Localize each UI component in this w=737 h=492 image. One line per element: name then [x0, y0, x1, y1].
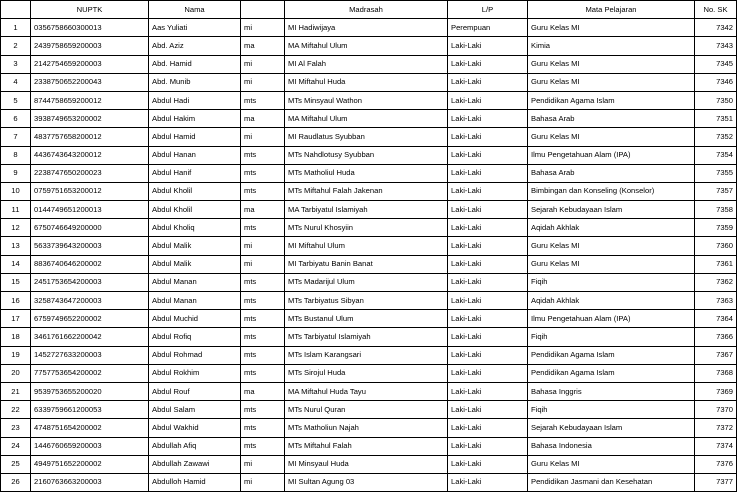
row-number: 25 [1, 455, 31, 473]
gender-cell: Laki-Laki [448, 146, 528, 164]
nama-cell: Abdullah Afiq [149, 437, 241, 455]
level-cell: mts [241, 346, 285, 364]
madrasah-cell: MTs Nahdlotusy Syubban [285, 146, 448, 164]
gender-cell: Laki-Laki [448, 382, 528, 400]
table-row [1, 110, 737, 128]
mapel-cell: Pendidikan Agama Islam [528, 364, 695, 382]
level-cell: mts [241, 219, 285, 237]
nosk-cell: 7355 [695, 164, 737, 182]
mapel-cell: Guru Kelas MI [528, 55, 695, 73]
row-number: 13 [1, 237, 31, 255]
nama-cell: Abdul Kholil [149, 182, 241, 200]
level-cell: mi [241, 473, 285, 491]
mapel-cell: Bahasa Inggris [528, 382, 695, 400]
table-row [1, 219, 737, 237]
nama-cell: Abdul Rokhim [149, 364, 241, 382]
row-number: 18 [1, 328, 31, 346]
table-row [1, 37, 737, 55]
table-row [1, 310, 737, 328]
nuptk-cell: 3258743647200003 [31, 292, 149, 310]
mapel-cell: Fiqih [528, 401, 695, 419]
nuptk-cell: 4949751652200002 [31, 455, 149, 473]
nama-cell: Abdul Hanan [149, 146, 241, 164]
table-row [1, 455, 737, 473]
nuptk-cell: 6759749652200002 [31, 310, 149, 328]
gender-cell: Laki-Laki [448, 310, 528, 328]
level-cell: mi [241, 128, 285, 146]
nosk-cell: 7359 [695, 219, 737, 237]
col-header-no [1, 1, 31, 19]
madrasah-cell: MI Tarbiyatu Banin Banat [285, 255, 448, 273]
nuptk-cell: 4748751654200002 [31, 419, 149, 437]
madrasah-cell: MTs Matholiun Najah [285, 419, 448, 437]
table-row [1, 19, 737, 37]
nosk-cell: 7350 [695, 91, 737, 109]
gender-cell: Laki-Laki [448, 292, 528, 310]
row-number: 19 [1, 346, 31, 364]
mapel-cell: Ilmu Pengetahuan Alam (IPA) [528, 146, 695, 164]
nosk-cell: 7364 [695, 310, 737, 328]
nuptk-cell: 0144749651200013 [31, 201, 149, 219]
nosk-cell: 7374 [695, 437, 737, 455]
madrasah-cell: MTs Miftahul Falah Jakenan [285, 182, 448, 200]
madrasah-cell: MTs Matholiul Huda [285, 164, 448, 182]
row-number: 10 [1, 182, 31, 200]
row-number: 24 [1, 437, 31, 455]
mapel-cell: Guru Kelas MI [528, 73, 695, 91]
mapel-cell: Pendidikan Agama Islam [528, 346, 695, 364]
table-row [1, 401, 737, 419]
level-cell: mts [241, 419, 285, 437]
gender-cell: Laki-Laki [448, 237, 528, 255]
nuptk-cell: 6750746649200000 [31, 219, 149, 237]
madrasah-cell: MI Raudlatus Syubban [285, 128, 448, 146]
level-cell: mts [241, 310, 285, 328]
level-cell: mts [241, 164, 285, 182]
nama-cell: Abd. Aziz [149, 37, 241, 55]
table-row [1, 164, 737, 182]
mapel-cell: Sejarah Kebudayaan Islam [528, 201, 695, 219]
mapel-cell: Bimbingan dan Konseling (Konselor) [528, 182, 695, 200]
gender-cell: Laki-Laki [448, 110, 528, 128]
madrasah-cell: MTs Nurul Quran [285, 401, 448, 419]
nosk-cell: 7367 [695, 346, 737, 364]
table-row [1, 273, 737, 291]
mapel-cell: Bahasa Arab [528, 110, 695, 128]
madrasah-cell: MI Miftahul Ulum [285, 237, 448, 255]
level-cell: mi [241, 255, 285, 273]
level-cell: ma [241, 110, 285, 128]
table-row [1, 382, 737, 400]
mapel-cell: Pendidikan Jasmani dan Kesehatan [528, 473, 695, 491]
nosk-cell: 7357 [695, 182, 737, 200]
gender-cell: Laki-Laki [448, 455, 528, 473]
row-number: 1 [1, 19, 31, 37]
gender-cell: Laki-Laki [448, 346, 528, 364]
table-row [1, 91, 737, 109]
nuptk-cell: 0759751653200012 [31, 182, 149, 200]
nama-cell: Abdul Hamid [149, 128, 241, 146]
nosk-cell: 7366 [695, 328, 737, 346]
madrasah-cell: MI Al Falah [285, 55, 448, 73]
level-cell: ma [241, 201, 285, 219]
nama-cell: Abdul Malik [149, 237, 241, 255]
nuptk-cell: 8744758659200012 [31, 91, 149, 109]
nama-cell: Abdul Muchid [149, 310, 241, 328]
nuptk-cell: 8836740646200002 [31, 255, 149, 273]
mapel-cell: Guru Kelas MI [528, 128, 695, 146]
gender-cell: Laki-Laki [448, 55, 528, 73]
level-cell: mi [241, 237, 285, 255]
level-cell: mts [241, 91, 285, 109]
gender-cell: Laki-Laki [448, 419, 528, 437]
madrasah-cell: MTs Islam Karangsari [285, 346, 448, 364]
mapel-cell: Guru Kelas MI [528, 255, 695, 273]
row-number: 6 [1, 110, 31, 128]
table-row [1, 201, 737, 219]
mapel-cell: Guru Kelas MI [528, 237, 695, 255]
table-row [1, 128, 737, 146]
nosk-cell: 7351 [695, 110, 737, 128]
gender-cell: Laki-Laki [448, 182, 528, 200]
madrasah-cell: MTs Tarbiyatul Islamiyah [285, 328, 448, 346]
col-header-nosk: No. SK [695, 1, 737, 19]
row-number: 5 [1, 91, 31, 109]
madrasah-cell: MI Minsyaul Huda [285, 455, 448, 473]
nuptk-cell: 2451753654200003 [31, 273, 149, 291]
nama-cell: Abdul Hakim [149, 110, 241, 128]
nuptk-cell: 0356758660300013 [31, 19, 149, 37]
level-cell: ma [241, 382, 285, 400]
level-cell: mts [241, 364, 285, 382]
level-cell: ma [241, 37, 285, 55]
table-row [1, 292, 737, 310]
nama-cell: Abd. Hamid [149, 55, 241, 73]
nosk-cell: 7377 [695, 473, 737, 491]
madrasah-cell: MA Miftahul Ulum [285, 110, 448, 128]
nuptk-cell: 6339759661200053 [31, 401, 149, 419]
level-cell: mts [241, 437, 285, 455]
nuptk-cell: 4436743643200012 [31, 146, 149, 164]
col-header-madrasah: Madrasah [285, 1, 448, 19]
nuptk-cell: 1452727633200003 [31, 346, 149, 364]
gender-cell: Laki-Laki [448, 328, 528, 346]
madrasah-cell: MTs Minsyaul Wathon [285, 91, 448, 109]
nosk-cell: 7363 [695, 292, 737, 310]
nosk-cell: 7346 [695, 73, 737, 91]
nosk-cell: 7362 [695, 273, 737, 291]
nuptk-cell: 2238747650200023 [31, 164, 149, 182]
nama-cell: Abdul Rouf [149, 382, 241, 400]
madrasah-cell: MA Miftahul Huda Tayu [285, 382, 448, 400]
row-number: 7 [1, 128, 31, 146]
nuptk-cell: 3938749653200002 [31, 110, 149, 128]
col-header-mapel: Mata Pelajaran [528, 1, 695, 19]
nama-cell: Abdul Manan [149, 273, 241, 291]
nosk-cell: 7369 [695, 382, 737, 400]
row-number: 17 [1, 310, 31, 328]
gender-cell: Laki-Laki [448, 37, 528, 55]
nama-cell: Abdul Hadi [149, 91, 241, 109]
level-cell: mts [241, 328, 285, 346]
mapel-cell: Bahasa Arab [528, 164, 695, 182]
gender-cell: Perempuan [448, 19, 528, 37]
row-number: 4 [1, 73, 31, 91]
gender-cell: Laki-Laki [448, 201, 528, 219]
table-row [1, 146, 737, 164]
level-cell: mi [241, 19, 285, 37]
madrasah-cell: MTs Sirojul Huda [285, 364, 448, 382]
gender-cell: Laki-Laki [448, 473, 528, 491]
level-cell: mts [241, 182, 285, 200]
row-number: 20 [1, 364, 31, 382]
mapel-cell: Fiqih [528, 328, 695, 346]
table-row [1, 419, 737, 437]
gender-cell: Laki-Laki [448, 91, 528, 109]
nuptk-cell: 2439758659200003 [31, 37, 149, 55]
nosk-cell: 7343 [695, 37, 737, 55]
nosk-cell: 7354 [695, 146, 737, 164]
row-number: 11 [1, 201, 31, 219]
row-number: 23 [1, 419, 31, 437]
nuptk-cell: 7757753654200002 [31, 364, 149, 382]
row-number: 3 [1, 55, 31, 73]
table-header-row [1, 1, 737, 19]
nosk-cell: 7352 [695, 128, 737, 146]
nosk-cell: 7360 [695, 237, 737, 255]
gender-cell: Laki-Laki [448, 255, 528, 273]
gender-cell: Laki-Laki [448, 164, 528, 182]
nama-cell: Abd. Munib [149, 73, 241, 91]
madrasah-cell: MI Sultan Agung 03 [285, 473, 448, 491]
gender-cell: Laki-Laki [448, 437, 528, 455]
gender-cell: Laki-Laki [448, 73, 528, 91]
mapel-cell: Aqidah Akhlak [528, 219, 695, 237]
table-row [1, 346, 737, 364]
nama-cell: Abdullah Zawawi [149, 455, 241, 473]
nama-cell: Abdul Rohmad [149, 346, 241, 364]
madrasah-cell: MTs Madarijul Ulum [285, 273, 448, 291]
nuptk-cell: 2142754659200003 [31, 55, 149, 73]
nama-cell: Abdul Wakhid [149, 419, 241, 437]
table-row [1, 328, 737, 346]
row-number: 2 [1, 37, 31, 55]
nama-cell: Abdul Manan [149, 292, 241, 310]
nama-cell: Abdul Kholiq [149, 219, 241, 237]
madrasah-cell: MA Tarbiyatul Islamiyah [285, 201, 448, 219]
row-number: 16 [1, 292, 31, 310]
madrasah-cell: MTs Tarbiyatus Sibyan [285, 292, 448, 310]
madrasah-cell: MTs Miftahul Falah [285, 437, 448, 455]
gender-cell: Laki-Laki [448, 219, 528, 237]
gender-cell: Laki-Laki [448, 364, 528, 382]
col-header-level [241, 1, 285, 19]
nuptk-cell: 3461761662200042 [31, 328, 149, 346]
nuptk-cell: 9539753655200020 [31, 382, 149, 400]
nama-cell: Aas Yuliati [149, 19, 241, 37]
nosk-cell: 7342 [695, 19, 737, 37]
level-cell: mts [241, 273, 285, 291]
gender-cell: Laki-Laki [448, 401, 528, 419]
level-cell: mts [241, 292, 285, 310]
level-cell: mi [241, 455, 285, 473]
row-number: 9 [1, 164, 31, 182]
row-number: 26 [1, 473, 31, 491]
row-number: 8 [1, 146, 31, 164]
madrasah-cell: MA Miftahul Ulum [285, 37, 448, 55]
nama-cell: Abdul Rofiq [149, 328, 241, 346]
mapel-cell: Kimia [528, 37, 695, 55]
table-row [1, 73, 737, 91]
mapel-cell: Guru Kelas MI [528, 19, 695, 37]
level-cell: mi [241, 55, 285, 73]
table-row [1, 237, 737, 255]
mapel-cell: Ilmu Pengetahuan Alam (IPA) [528, 310, 695, 328]
level-cell: mts [241, 146, 285, 164]
mapel-cell: Guru Kelas MI [528, 455, 695, 473]
level-cell: mts [241, 401, 285, 419]
madrasah-cell: MTs Nurul Khosyiin [285, 219, 448, 237]
nama-cell: Abdul Malik [149, 255, 241, 273]
row-number: 12 [1, 219, 31, 237]
nuptk-cell: 4837757658200012 [31, 128, 149, 146]
mapel-cell: Pendidikan Agama Islam [528, 91, 695, 109]
gender-cell: Laki-Laki [448, 128, 528, 146]
nosk-cell: 7370 [695, 401, 737, 419]
nama-cell: Abdulloh Hamid [149, 473, 241, 491]
table-row [1, 437, 737, 455]
nosk-cell: 7358 [695, 201, 737, 219]
nuptk-cell: 1446760659200003 [31, 437, 149, 455]
madrasah-cell: MI Hadiwijaya [285, 19, 448, 37]
nuptk-cell: 5633739643200003 [31, 237, 149, 255]
nuptk-cell: 2338750652200043 [31, 73, 149, 91]
table-row [1, 182, 737, 200]
nosk-cell: 7345 [695, 55, 737, 73]
nosk-cell: 7376 [695, 455, 737, 473]
mapel-cell: Aqidah Akhlak [528, 292, 695, 310]
mapel-cell: Bahasa Indonesia [528, 437, 695, 455]
nuptk-cell: 2160763663200003 [31, 473, 149, 491]
row-number: 21 [1, 382, 31, 400]
row-number: 15 [1, 273, 31, 291]
nama-cell: Abdul Salam [149, 401, 241, 419]
level-cell: mi [241, 73, 285, 91]
col-header-nuptk: NUPTK [31, 1, 149, 19]
mapel-cell: Sejarah Kebudayaan Islam [528, 419, 695, 437]
gender-cell: Laki-Laki [448, 273, 528, 291]
nosk-cell: 7372 [695, 419, 737, 437]
row-number: 22 [1, 401, 31, 419]
table-row [1, 364, 737, 382]
madrasah-cell: MTs Bustanul Ulum [285, 310, 448, 328]
nosk-cell: 7361 [695, 255, 737, 273]
nosk-cell: 7368 [695, 364, 737, 382]
nama-cell: Abdul Hanif [149, 164, 241, 182]
col-header-nama: Nama [149, 1, 241, 19]
table-row [1, 255, 737, 273]
table-row [1, 473, 737, 491]
col-header-lp: L/P [448, 1, 528, 19]
mapel-cell: Fiqih [528, 273, 695, 291]
row-number: 14 [1, 255, 31, 273]
madrasah-cell: MI Miftahul Huda [285, 73, 448, 91]
nama-cell: Abdul Kholil [149, 201, 241, 219]
table-row [1, 55, 737, 73]
